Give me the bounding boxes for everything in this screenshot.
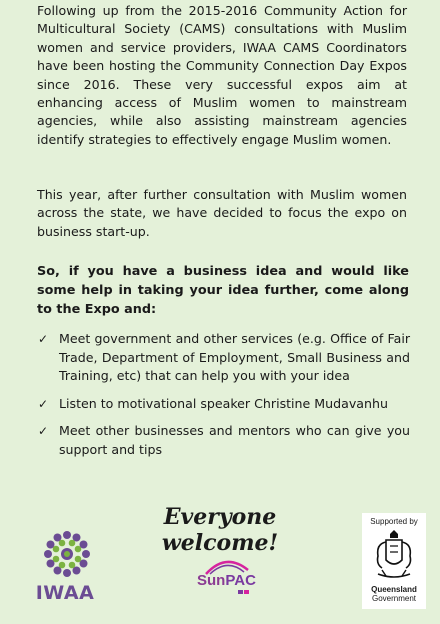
- qld-government-text: Government: [371, 594, 417, 603]
- iwaa-logo-text: IWAA: [35, 582, 95, 604]
- list-item: [38, 395, 410, 414]
- bullet-list: [38, 330, 410, 469]
- sunpac-pac-text: PAC: [225, 572, 256, 589]
- qld-crest-icon: [370, 530, 418, 582]
- callout-text: So, if you have a business idea and would like some help in taking your idea further, come along to the Expo and:: [37, 264, 409, 317]
- list-item: [38, 422, 410, 459]
- qld-government-logo: [362, 513, 426, 609]
- checkmark-icon: ✓: [38, 396, 49, 411]
- sunpac-logo-text: [197, 572, 256, 589]
- checkmark-icon: ✓: [38, 332, 49, 346]
- supported-by-label: Supported by: [370, 517, 418, 526]
- welcome-heading: Everyone welcome!: [161, 504, 279, 556]
- checkmark-icon: ✓: [38, 424, 49, 439]
- bullet-text: Meet other businesses and mentors who can give you support and tips: [59, 423, 410, 457]
- sunpac-sun-text: Sun: [197, 572, 226, 589]
- qld-name-text: Queensland: [371, 585, 417, 594]
- list-item: [38, 330, 410, 386]
- bullet-text: Listen to motivational speaker Christine Mudavanhu: [59, 395, 388, 411]
- bullet-text: Meet government and other services (e.g. Office of Fair Trade, Department of Employment, Small Business and Training, etc) that can help you with your idea: [59, 331, 410, 384]
- focus-paragraph: This year, after further consultation with Muslim women across the state, we have decided to focus the expo on business start-up.: [37, 187, 407, 239]
- intro-paragraph: Following up from the 2015-2016 Community Action for Multicultural Society (CAMS) consultations with Muslim women and service providers, IWAA CAMS Coordinators have been hosting the Community Connection Day Expos since 2016. These very successful expos aim at enhancing access of Muslim women to mainstream agencies, while also assisting mainstream agencies identify strategies to effectively engage Muslim women.: [37, 3, 407, 147]
